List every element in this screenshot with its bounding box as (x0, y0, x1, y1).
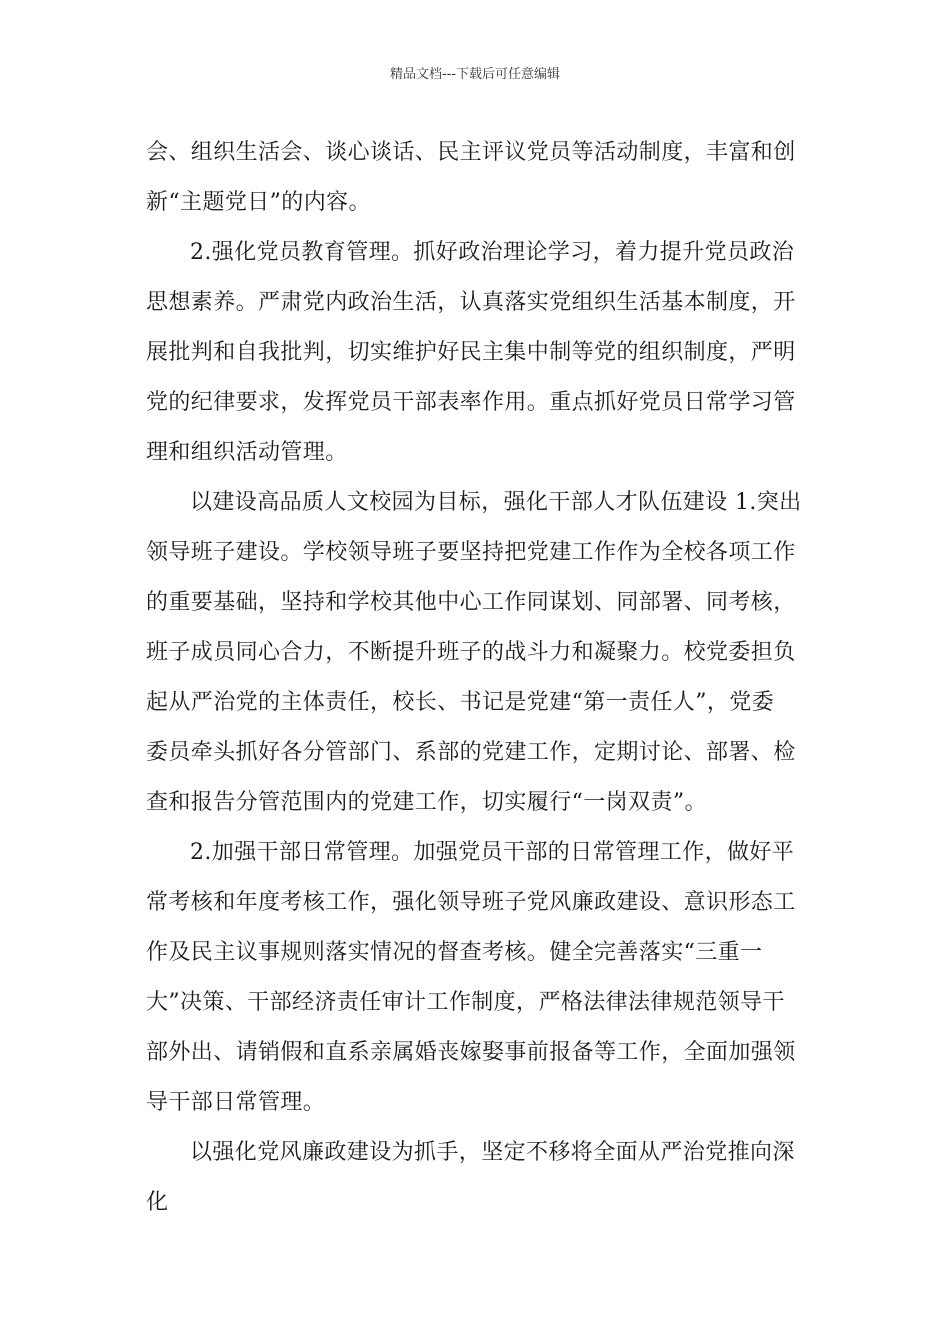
text-line: 的重要基础，坚持和学校其他中心工作同谋划、同部署、同考核， (146, 590, 796, 615)
text-line: 化 (146, 1190, 169, 1215)
text-line: 班子成员同心合力，不断提升班子的战斗力和凝聚力。校党委担负 (146, 640, 796, 665)
text-line: 以建设高品质人文校园为目标，强化干部人才队伍建设 1.突出 (190, 490, 802, 515)
text-line: 查和报告分管范围内的党建工作，切实履行“一岗双责”。 (146, 790, 707, 815)
text-line: 领导班子建设。学校领导班子要坚持把党建工作作为全校各项工作 (146, 540, 796, 565)
text-line: 以强化党风廉政建设为抓手，坚定不移将全面从严治党推向深 (190, 1140, 795, 1165)
text-line: 起从严治党的主体责任，校长、书记是党建“第一责任人”，党委 (146, 690, 775, 715)
page-header: 精品文档---下载后可任意编辑 (389, 67, 561, 82)
text-line: 理和组织活动管理。 (146, 440, 348, 465)
text-line: 委员牵头抓好各分管部门、系部的党建工作，定期讨论、部署、检 (146, 740, 796, 765)
text-line: 2.强化党员教育管理。抓好政治理论学习，着力提升党员政治 (190, 240, 795, 265)
text-line: 展批判和自我批判，切实维护好民主集中制等党的组织制度，严明 (146, 340, 796, 365)
text-line: 思想素养。严肃党内政治生活，认真落实党组织生活基本制度，开 (146, 290, 796, 315)
text-line: 会、组织生活会、谈心谈话、民主评议党员等活动制度，丰富和创 (146, 140, 796, 165)
text-line: 常考核和年度考核工作，强化领导班子党风廉政建设、意识形态工 (146, 890, 796, 915)
text-line: 部外出、请销假和直系亲属婚丧嫁娶事前报备等工作，全面加强领 (146, 1040, 796, 1065)
text-line: 作及民主议事规则落实情况的督查考核。健全完善落实“三重一 (146, 940, 763, 965)
document-body (146, 128, 808, 1228)
text-line: 新“主题党日”的内容。 (146, 190, 371, 215)
text-line: 2.加强干部日常管理。加强党员干部的日常管理工作，做好平 (190, 840, 795, 865)
text-line: 党的纪律要求，发挥党员干部表率作用。重点抓好党员日常学习管 (146, 390, 796, 415)
text-line: 导干部日常管理。 (146, 1090, 326, 1115)
text-line: 大”决策、干部经济责任审计工作制度，严格法律法律规范领导干 (146, 990, 785, 1015)
